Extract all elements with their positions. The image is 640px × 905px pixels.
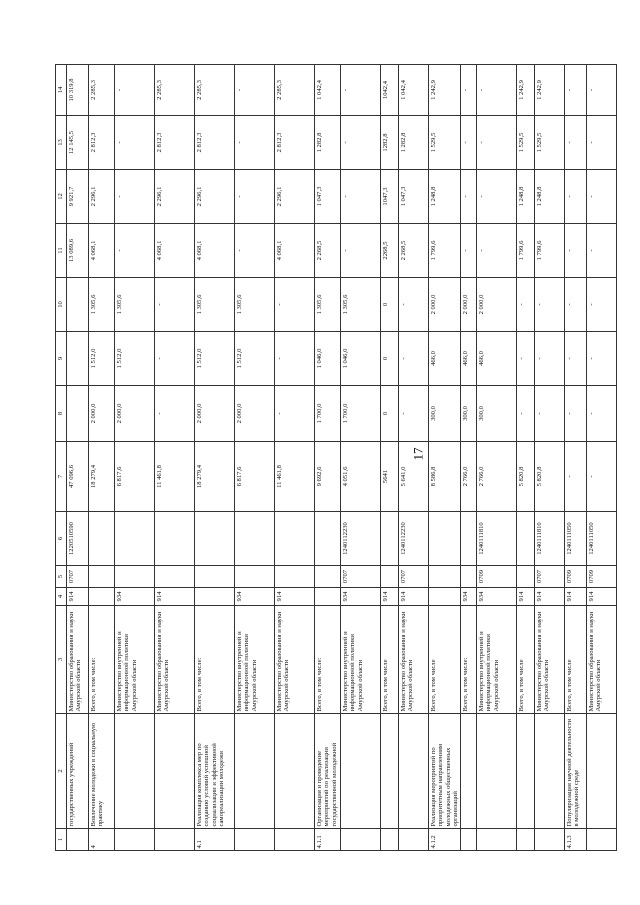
table-cell-col8: - — [399, 386, 429, 442]
table-cell-col11: 4 068,1 — [89, 224, 115, 278]
table-row — [235, 65, 275, 851]
table-cell-col1 — [461, 829, 477, 851]
table-cell-col1 — [381, 829, 399, 851]
table-cell-col6: 1240111050 — [587, 512, 617, 566]
table-cell-col10 — [67, 278, 89, 332]
table-cell-col12: - — [115, 170, 155, 224]
table-cell-col6: 1240111050 — [565, 512, 587, 566]
table-cell-col2 — [341, 714, 381, 829]
table-cell-col6 — [429, 512, 461, 566]
table-row — [565, 65, 587, 851]
table-cell-col12: 2 296,1 — [155, 170, 195, 224]
table-cell-col9: - — [535, 332, 565, 386]
table-cell-col11: 2 268,5 — [315, 224, 341, 278]
table-cell-col10: - — [517, 278, 535, 332]
table-cell-col3: Всего, в том числе — [517, 606, 535, 714]
table-cell-col4: 934 — [461, 588, 477, 606]
table-cell-col13: - — [587, 116, 617, 170]
table-cell-col4: 934 — [235, 588, 275, 606]
table-cell-col2: Вовлечение молодежи в социальную практику — [89, 714, 115, 829]
header-cell: 1 — [56, 829, 67, 851]
table-cell-col10: 2 000,0 — [429, 278, 461, 332]
table-cell-col1: 4.1 — [195, 829, 235, 851]
table-cell-col5 — [115, 566, 155, 588]
table-cell-col14: 10 319,8 — [67, 65, 89, 116]
table-cell-col9: - — [275, 332, 315, 386]
table-cell-col13: - — [477, 116, 517, 170]
table-cell-col2: Реализация мероприятий по приоритетным направлениям молодежных общественных организаций — [429, 714, 461, 829]
table-row — [517, 65, 535, 851]
table-row — [115, 65, 155, 851]
table-cell-col7: 8 586,8 — [429, 442, 461, 512]
table-cell-col3: Всего, в том числе: — [461, 606, 477, 714]
header-cell: 7 — [56, 442, 67, 512]
table-cell-col5 — [155, 566, 195, 588]
table-cell-col5: 0707 — [341, 566, 381, 588]
table-cell-col7: 5 641,0 — [399, 442, 429, 512]
table-cell-col5 — [89, 566, 115, 588]
header-cell: 3 — [56, 606, 67, 714]
table-cell-col1: 4 — [89, 829, 115, 851]
budget-table — [55, 64, 617, 851]
table-cell-col3: Министерство образования и науки Амурской области — [275, 606, 315, 714]
table-cell-col6: 1220510590 — [67, 512, 89, 566]
table-cell-col14: 1 242,9 — [535, 65, 565, 116]
table-cell-col12: 1 248,8 — [517, 170, 535, 224]
table-cell-col6 — [517, 512, 535, 566]
table-cell-col2 — [587, 714, 617, 829]
table-cell-col3: Министерство образования и науки Амурской области — [155, 606, 195, 714]
table-row — [477, 65, 517, 851]
table-cell-col6 — [381, 512, 399, 566]
table-cell-col14: - — [235, 65, 275, 116]
table-cell-col5 — [315, 566, 341, 588]
table-cell-col7: 6 817,6 — [235, 442, 275, 512]
table-cell-col8: - — [517, 386, 535, 442]
table-cell-col8 — [67, 386, 89, 442]
table-cell-col13: - — [461, 116, 477, 170]
table-cell-col13: - — [565, 116, 587, 170]
table-cell-col5 — [195, 566, 235, 588]
table-cell-col7: 5 820,8 — [517, 442, 535, 512]
table-cell-col2 — [115, 714, 155, 829]
table-cell-col4 — [429, 588, 461, 606]
table-cell-col8: 0 — [381, 386, 399, 442]
table-cell-col14: 2 285,3 — [89, 65, 115, 116]
table-cell-col8: - — [587, 386, 617, 442]
header-cell: 11 — [56, 224, 67, 278]
table-cell-col8: 1 700,0 — [315, 386, 341, 442]
table-cell-col3: Министерство внутренней и информационной политики Амурской области — [115, 606, 155, 714]
table-cell-col11: 2 268,5 — [399, 224, 429, 278]
table-cell-col4: 914 — [67, 588, 89, 606]
header-cell: 8 — [56, 386, 67, 442]
table-cell-col4: 914 — [517, 588, 535, 606]
table-cell-col13: 2 812,3 — [89, 116, 115, 170]
table-cell-col7: 6 817,6 — [115, 442, 155, 512]
table-cell-col10: 1 305,6 — [89, 278, 115, 332]
table-cell-col3: Министерство образования и науки Амурской области — [67, 606, 89, 714]
table-cell-col8: 300,0 — [429, 386, 461, 442]
table-cell-col5 — [275, 566, 315, 588]
table-cell-col3: Всего, в том числе: — [315, 606, 341, 714]
table-cell-col4: 914 — [399, 588, 429, 606]
table-row — [155, 65, 195, 851]
table-row — [275, 65, 315, 851]
table-cell-col4 — [195, 588, 235, 606]
table-cell-col2 — [477, 714, 517, 829]
table-cell-col1 — [155, 829, 195, 851]
table-cell-col3: Всего, в том числе — [565, 606, 587, 714]
table-cell-col12: - — [461, 170, 477, 224]
table-cell-col7: 11 461,8 — [155, 442, 195, 512]
table-cell-col2 — [399, 714, 429, 829]
table-cell-col14: 1 242,9 — [517, 65, 535, 116]
table-cell-col11: 13 089,6 — [67, 224, 89, 278]
table-cell-col8: - — [155, 386, 195, 442]
header-cell: 9 — [56, 332, 67, 386]
table-cell-col8: 2 000,0 — [235, 386, 275, 442]
table-cell-col10: 1 305,6 — [115, 278, 155, 332]
table-cell-col7: 47 096,6 — [67, 442, 89, 512]
table-cell-col3: Министерство внутренней и информационной политики Амурской области — [341, 606, 381, 714]
table-row — [381, 65, 399, 851]
table-cell-col10: 0 — [381, 278, 399, 332]
table-cell-col7: 11 461,8 — [275, 442, 315, 512]
table-cell-col9: 466,0 — [461, 332, 477, 386]
table-cell-col1: 4.1.1 — [315, 829, 341, 851]
table-cell-col7: 18 279,4 — [195, 442, 235, 512]
table-cell-col6 — [155, 512, 195, 566]
table-cell-col1 — [235, 829, 275, 851]
table-row — [429, 65, 461, 851]
table-cell-col9: - — [399, 332, 429, 386]
table-cell-col5 — [235, 566, 275, 588]
table-cell-col2: Популяризация научной деятельности в молодежной среде — [565, 714, 587, 829]
table-cell-col5 — [461, 566, 477, 588]
table-cell-col3: Всего, в том числе: — [195, 606, 235, 714]
table-cell-col6 — [275, 512, 315, 566]
header-cell: 10 — [56, 278, 67, 332]
table-cell-col6 — [115, 512, 155, 566]
table-cell-col9: - — [155, 332, 195, 386]
table-cell-col11: 2268,5 — [381, 224, 399, 278]
table-row — [341, 65, 381, 851]
table-cell-col10: - — [399, 278, 429, 332]
table-row — [89, 65, 115, 851]
table-cell-col5: 0709 — [565, 566, 587, 588]
table-cell-col10: - — [565, 278, 587, 332]
table-row — [461, 65, 477, 851]
table-cell-col1 — [477, 829, 517, 851]
table-cell-col11: - — [477, 224, 517, 278]
table-cell-col12: 2 296,1 — [195, 170, 235, 224]
table-cell-col4 — [89, 588, 115, 606]
table-cell-col1 — [535, 829, 565, 851]
table-row — [195, 65, 235, 851]
table-cell-col11: - — [115, 224, 155, 278]
table-cell-col14: - — [341, 65, 381, 116]
table-cell-col7: 4 051,6 — [341, 442, 381, 512]
table-cell-col6: 1240112230 — [399, 512, 429, 566]
table-cell-col1 — [517, 829, 535, 851]
table-cell-col7: 2 766,0 — [461, 442, 477, 512]
page-number: 17 — [410, 447, 426, 461]
table-cell-col6 — [195, 512, 235, 566]
table-cell-col13: - — [115, 116, 155, 170]
table-cell-col12: 1047,3 — [381, 170, 399, 224]
table-cell-col2 — [155, 714, 195, 829]
header-row — [56, 65, 67, 851]
table-cell-col13: 2 812,3 — [155, 116, 195, 170]
table-cell-col12: - — [235, 170, 275, 224]
table-cell-col10: - — [275, 278, 315, 332]
table-cell-col8: 300,0 — [477, 386, 517, 442]
table-cell-col6: 1240111810 — [535, 512, 565, 566]
table-cell-col10: 2 000,0 — [461, 278, 477, 332]
table-cell-col10: 1 305,6 — [195, 278, 235, 332]
table-cell-col12: 1 047,3 — [399, 170, 429, 224]
table-cell-col2 — [275, 714, 315, 829]
table-cell-col5: 0707 — [399, 566, 429, 588]
table-cell-col14: - — [477, 65, 517, 116]
table-cell-col14: 2 285,3 — [155, 65, 195, 116]
table-cell-col3: Министерство образования и науки Амурской области — [587, 606, 617, 714]
table-cell-col3: Министерство внутренней и информационной политики Амурской области — [477, 606, 517, 714]
table-cell-col6 — [315, 512, 341, 566]
header-cell: 12 — [56, 170, 67, 224]
table-cell-col4: 914 — [587, 588, 617, 606]
table-cell-col12: 1 248,8 — [535, 170, 565, 224]
header-cell: 14 — [56, 65, 67, 116]
table-cell-col2 — [535, 714, 565, 829]
table-cell-col5 — [517, 566, 535, 588]
header-cell: 6 — [56, 512, 67, 566]
table-cell-col5: 0709 — [587, 566, 617, 588]
table-cell-col13: 1 529,5 — [429, 116, 461, 170]
table-cell-col7: - — [565, 442, 587, 512]
table-cell-col12: - — [341, 170, 381, 224]
table-cell-col11: 4 068,1 — [195, 224, 235, 278]
table-cell-col13: 2 812,3 — [275, 116, 315, 170]
table-cell-col7: 2 766,0 — [477, 442, 517, 512]
header-cell: 4 — [56, 588, 67, 606]
table-cell-col14: 1 242,9 — [429, 65, 461, 116]
table-cell-col2: Реализация комплекса мер по созданию условий успешной социализации и эффективной самореализации молодежи — [195, 714, 235, 829]
table-cell-col12: 1 047,3 — [315, 170, 341, 224]
table-cell-col3: Всего, в том числе — [381, 606, 399, 714]
table-cell-col6: 1240111810 — [477, 512, 517, 566]
table-cell-col12: - — [587, 170, 617, 224]
table-cell-col6 — [461, 512, 477, 566]
table-cell-col14: 1 042,4 — [315, 65, 341, 116]
table-cell-col2 — [461, 714, 477, 829]
table-cell-col2 — [517, 714, 535, 829]
table-cell-col10: 1 305,6 — [315, 278, 341, 332]
table-cell-col14: - — [461, 65, 477, 116]
table-cell-col12: - — [565, 170, 587, 224]
table-cell-col1 — [399, 829, 429, 851]
table-cell-col3: Всего, в том числе: — [89, 606, 115, 714]
table-cell-col7: 18 279,4 — [89, 442, 115, 512]
table-cell-col11: 4 068,1 — [275, 224, 315, 278]
table-cell-col8: 2 000,0 — [195, 386, 235, 442]
table-cell-col5 — [429, 566, 461, 588]
table-cell-col8: 300,0 — [461, 386, 477, 442]
table-cell-col11: 4 068,1 — [155, 224, 195, 278]
table-cell-col10: - — [535, 278, 565, 332]
table-cell-col2 — [235, 714, 275, 829]
table-cell-col3: Министерство образования и науки Амурской области — [399, 606, 429, 714]
table-cell-col5: 0707 — [535, 566, 565, 588]
table-cell-col12: 2 296,1 — [275, 170, 315, 224]
table-cell-col3: Всего, в том числе — [429, 606, 461, 714]
table-cell-col11: - — [587, 224, 617, 278]
table-cell-col13: 12 145,5 — [67, 116, 89, 170]
table-cell-col1: 4.1.2 — [429, 829, 461, 851]
table-cell-col9: 0 — [381, 332, 399, 386]
table-cell-col10: 1 305,6 — [235, 278, 275, 332]
table-cell-col13: 1 529,5 — [517, 116, 535, 170]
table-cell-col7: 5641 — [381, 442, 399, 512]
table-cell-col8: - — [535, 386, 565, 442]
table-cell-col14: - — [587, 65, 617, 116]
table-cell-col9: - — [587, 332, 617, 386]
table-cell-col11: - — [235, 224, 275, 278]
table-row — [399, 65, 429, 851]
table-cell-col8: 1 700,0 — [341, 386, 381, 442]
table-cell-col4: 914 — [381, 588, 399, 606]
table-cell-col11: - — [461, 224, 477, 278]
table-cell-col9: 1 046,0 — [315, 332, 341, 386]
table-cell-col4: 914 — [155, 588, 195, 606]
table-cell-col8: - — [275, 386, 315, 442]
table-cell-col10: 1 305,6 — [341, 278, 381, 332]
table-cell-col12: 2 296,1 — [89, 170, 115, 224]
table-cell-col1 — [67, 829, 89, 851]
table-cell-col10: - — [155, 278, 195, 332]
table-cell-col9 — [67, 332, 89, 386]
header-cell: 5 — [56, 566, 67, 588]
table-row — [535, 65, 565, 851]
table-cell-col13: 1 529,5 — [535, 116, 565, 170]
table-cell-col13: 2 812,3 — [195, 116, 235, 170]
table-cell-col4 — [315, 588, 341, 606]
table-cell-col9: - — [565, 332, 587, 386]
table-cell-col7: - — [587, 442, 617, 512]
table-cell-col9: 466,0 — [429, 332, 461, 386]
table-cell-col4: 914 — [275, 588, 315, 606]
table-cell-col2: Организация и проведение мероприятий по реализации государственной молодежной — [315, 714, 341, 829]
table-cell-col11: 1 799,6 — [517, 224, 535, 278]
table-cell-col1 — [115, 829, 155, 851]
table-cell-col6 — [89, 512, 115, 566]
table-cell-col11: - — [565, 224, 587, 278]
table-cell-col5 — [381, 566, 399, 588]
table-cell-col5: 0707 — [67, 566, 89, 588]
table-cell-col1 — [587, 829, 617, 851]
table-frame — [55, 65, 603, 851]
table-cell-col4: 914 — [565, 588, 587, 606]
table-cell-col10: 2 000,0 — [477, 278, 517, 332]
table-cell-col12: 1 248,8 — [429, 170, 461, 224]
table-cell-col8: 2 000,0 — [115, 386, 155, 442]
table-cell-col14: 1 042,4 — [399, 65, 429, 116]
table-row — [587, 65, 617, 851]
table-cell-col14: 2 285,3 — [275, 65, 315, 116]
table-cell-col9: 466,0 — [477, 332, 517, 386]
table-cell-col11: - — [341, 224, 381, 278]
table-cell-col9: 1 512,0 — [115, 332, 155, 386]
table-cell-col4: 914 — [535, 588, 565, 606]
table-cell-col2 — [381, 714, 399, 829]
table-cell-col2: государственных учреждений — [67, 714, 89, 829]
table-cell-col9: 1 512,0 — [89, 332, 115, 386]
table-cell-col9: 1 046,0 — [341, 332, 381, 386]
table-cell-col7: 5 820,8 — [535, 442, 565, 512]
table-cell-col6: 1240112230 — [341, 512, 381, 566]
table-cell-col5: 0709 — [477, 566, 517, 588]
rotated-table-wrapper — [55, 65, 603, 851]
table-cell-col14: - — [115, 65, 155, 116]
header-cell: 13 — [56, 116, 67, 170]
table-cell-col11: 1 799,6 — [429, 224, 461, 278]
table-cell-col14: - — [565, 65, 587, 116]
table-cell-col9: 1 512,0 — [195, 332, 235, 386]
table-cell-col4: 934 — [115, 588, 155, 606]
table-cell-col3: Министерство внутренней и информационной политики Амурской области — [235, 606, 275, 714]
table-cell-col14: 1042,4 — [381, 65, 399, 116]
table-cell-col1 — [275, 829, 315, 851]
table-cell-col6 — [235, 512, 275, 566]
table-cell-col11: 1 799,6 — [535, 224, 565, 278]
table-cell-col13: 1 282,8 — [399, 116, 429, 170]
table-cell-col9: - — [517, 332, 535, 386]
table-cell-col1 — [341, 829, 381, 851]
table-cell-col4: 934 — [341, 588, 381, 606]
table-cell-col8: 2 000,0 — [89, 386, 115, 442]
table-cell-col1: 4.1.3 — [565, 829, 587, 851]
table-cell-col14: 2 285,3 — [195, 65, 235, 116]
table-cell-col4: 934 — [477, 588, 517, 606]
table-cell-col13: 1 282,8 — [315, 116, 341, 170]
table-row — [67, 65, 89, 851]
table-cell-col13: 1282,8 — [381, 116, 399, 170]
table-cell-col13: - — [235, 116, 275, 170]
header-cell: 2 — [56, 714, 67, 829]
table-cell-col12: 9 921,7 — [67, 170, 89, 224]
table-cell-col9: 1 512,0 — [235, 332, 275, 386]
table-cell-col10: - — [587, 278, 617, 332]
table-row — [315, 65, 341, 851]
table-cell-col13: - — [341, 116, 381, 170]
table-cell-col7: 9 692,6 — [315, 442, 341, 512]
table-cell-col12: - — [477, 170, 517, 224]
table-body — [67, 65, 617, 851]
table-cell-col8: - — [565, 386, 587, 442]
table-cell-col3: Министерство образования и науки Амурской области — [535, 606, 565, 714]
